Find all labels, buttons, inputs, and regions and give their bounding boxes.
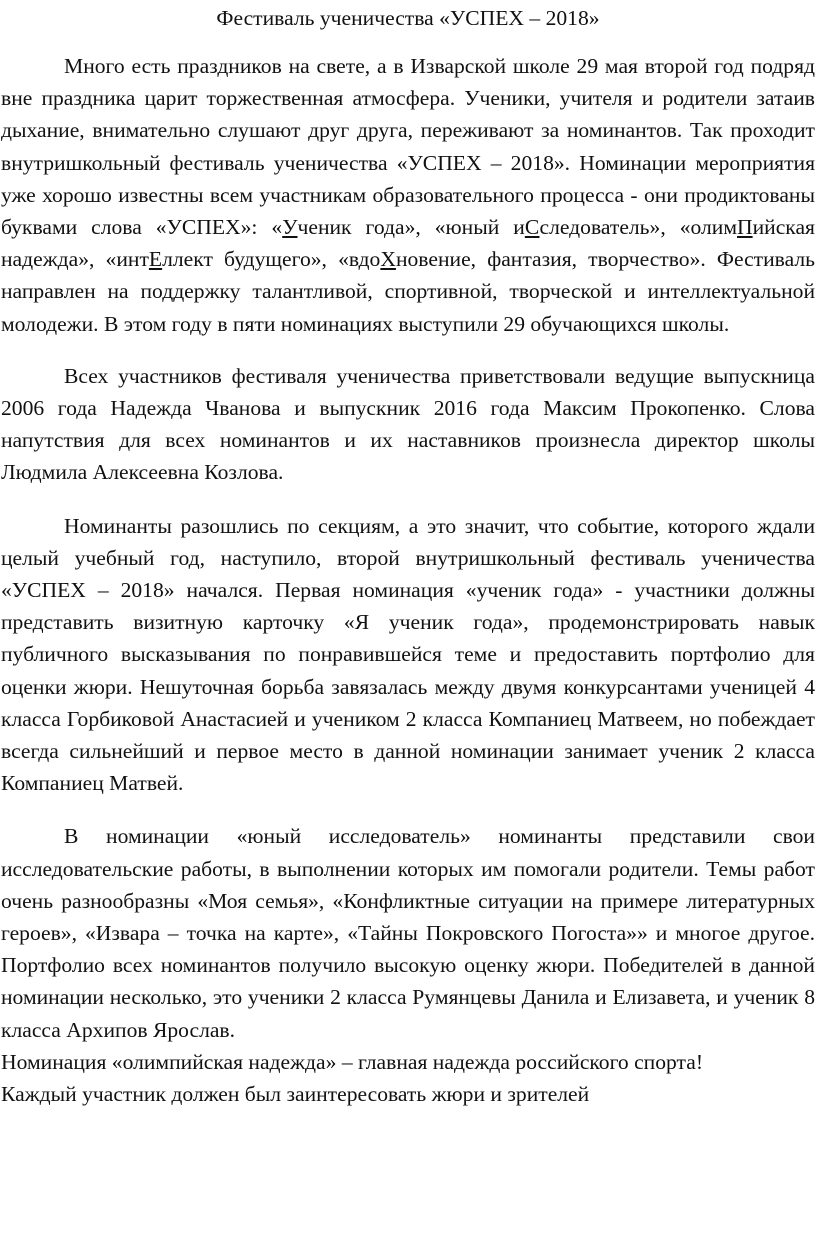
letter-p: П — [737, 215, 753, 240]
paragraph-olympic-hope-line2: Каждый участник должен был заинтересовать жюри и зрителей — [1, 1082, 590, 1107]
letter-e: Е — [148, 247, 163, 272]
paragraph-young-researcher: В номинации «юный исследователь» номинанты представили свои исследовательские работы, в выполнении которых им помогали родители. Темы работ очень разнообразны «Моя семья», «Конфликтные ситуации на примере литературных героев», «Извара – точка на карте», «Тайны Покровского Погоста»» и многое другое. Портфолио всех номинантов получило высокую оценку жюри. Победителей в данной номинации несколько, это ученики 2 класса Румянцевы Данила и Елизавета, и ученик 8 класса Архипов Ярослав. — [1, 824, 815, 1042]
paragraph-student-of-year: Номинанты разошлись по секциям, а это значит, что событие, которого ждали целый учебный год, наступило, второй внутришкольный фестиваль ученичества «УСПЕХ – 2018» начался. Первая номинация «ученик года» - участники должны представить визитную карточку «Я ученик года», продемонстрировать навык публичного высказывания по понравившейся теме и предоставить портфолио для оценки жюри. Нешуточная борьба завязалась между двумя конкурсантами ученицей 4 класса Горбиковой Анастасией и учеником 2 класса Компаниец Матвеем, но побеждает всегда сильнейший и первое место в данной номинации занимает ученик 2 класса Компаниец Матвей. — [1, 513, 815, 796]
nomination-3-text: ийская надежда», «инт — [1, 215, 815, 272]
nomination-1-text: ченик года», «юный и — [297, 215, 525, 240]
paragraph-olympic-hope-line1: Номинация «олимпийская надежда» – главная надежда российского спорта! — [1, 1049, 704, 1074]
paragraph-hosts: Всех участников фестиваля ученичества приветствовали ведущие выпускница 2006 года Надежда Чванова и выпускник 2016 года Максим Прокопенко. Слова напутствия для всех номинантов и их наставников произнесла директор школы Людмила Алексеевна Козлова. — [1, 363, 815, 485]
intro-text: Много есть праздников на свете, а в Изварской школе 29 мая второй год подряд вне праздника царит торжественная атмосфера. Ученики, учителя и родители затаив дыхание, внимательно слушают друг друга, переживают за номинантов. Так проходит внутришкольный фестиваль ученичества «УСПЕХ – 2018». Номинации мероприятия уже хорошо известны всем участникам образовательного процесса - они продиктованы буквами слова «УСПЕХ»: « — [1, 54, 815, 240]
nomination-5-text: новение, фантазия, творчество». Фестиваль направлен на поддержку талантливой, спортивной, творческой и интеллектуальной молодежи. В этом году в пяти номинациях выступили 29 обучающихся школы. — [1, 247, 815, 336]
letter-u: У — [282, 215, 298, 240]
letter-kh: Х — [380, 247, 396, 272]
nomination-2-text: следователь», «олим — [539, 215, 737, 240]
paragraph-intro — [1, 50, 815, 340]
document-title: Фестиваль ученичества «УСПЕХ – 2018» — [216, 6, 600, 30]
nomination-4-text: ллект будущего», «вдо — [162, 247, 381, 272]
letter-s: С — [524, 215, 540, 240]
